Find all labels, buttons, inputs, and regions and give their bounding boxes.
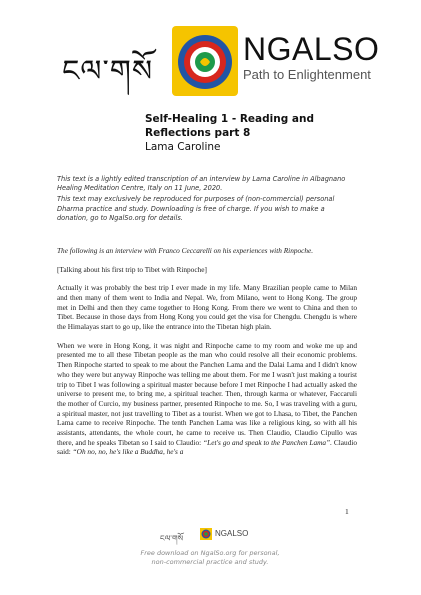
document-author: Lama Caroline <box>145 141 221 153</box>
footer-emblem-icon <box>200 528 212 540</box>
transcription-note: This text is a lightly edited transcription of an interview by Lama Caroline in Albagnano Healing Meditation Centre, Italy on 11 June, 2020. <box>57 175 346 193</box>
footer-tibetan-text: ངལ་གསོ <box>160 534 183 543</box>
page-header <box>0 24 421 100</box>
copyright-note: This text may exclusively be reproduced for purposes of (non-commercial) personal Dharma practice and study. Downloading is free of charge. If you wish to make a donation, go to NgalSo.org for details. <box>57 195 335 222</box>
brand-name: NGALSO <box>243 31 380 67</box>
ngalso-emblem-icon <box>172 26 238 96</box>
paragraph-2 <box>57 341 357 457</box>
context-note: [Talking about his first trip to Tibet with Rinpoche] <box>57 264 207 274</box>
footer-text <box>110 549 310 566</box>
footer-text-line-2: non-commercial practice and study. <box>151 557 269 566</box>
paragraph-1: Actually it was probably the best trip I ever made in my life. Many Brazilian people came to Milan and then many of them went to India and Nepal. We, from Milano, went to Hong Kong. The group met in Delhi and then they came together to Hong Kong. From there we went to China and then to Tibet. Because in those days from Hong Kong you could get the visa for Chengdu. Chengdu is where the Himalayas start to go up, like the entrance into the Tibetan high plain. <box>57 283 357 332</box>
footer-text-line-1: Free download on NgalSo.org for personal, <box>140 549 280 557</box>
footer-logo <box>160 528 260 542</box>
paragraph-2-quote-2: “Oh no, no, he's like a Buddha, he's a <box>72 447 184 457</box>
brand-block <box>243 32 379 83</box>
page-number: 1 <box>345 507 349 516</box>
paragraph-2-text: When we were in Hong Kong, it was night and Rinpoche came to my room and woke me up and presented me to all these Tibetan people as the man who could resolve all their economic problems. Then Rinpoche started to speak to me about the Panchen Lama and the Dalai Lama and I didn't know who they were but anyway Rinpoche was telling me about them. For me I wasn't just making a tourist trip to Tibet I was following a spiritual master because before I met Rinpoche I had actually asked the universe to present me, to bring me, a spiritual teacher. Then, through karma or whatever, Faccaruli the mother of Curcio, my business partner, presented Rinpoche to me. So, I was traveling with a guru, a spiritual master, not just travelling to Tibet as a tourist. When we got to Lhasa, to Tibet, the Panchen Lama came to receive Rinpoche. The tenth Panchen Lama was like a religious king, so with all his assistants, attendants, the whole court, he came to receive us. Then Claudio, Claudio Cipullo was there, and he speaks Tibetan so I said to Claudio: <box>57 340 357 447</box>
paragraph-2-quote-1: “Let's go and speak to the Panchen Lama”. <box>203 437 332 447</box>
paragraph-2-mid: Claudio said: <box>57 437 358 457</box>
document-body <box>57 112 357 457</box>
brand-tagline: Path to Enlightenment <box>243 67 371 82</box>
interview-intro: The following is an interview with Franco Ceccarelli on his experiences with Rinpoche. <box>57 246 314 256</box>
footer-brand-name: NGALSO <box>215 529 249 538</box>
document-title: Self-Healing 1 - Reading and Reflections part 8 <box>145 113 314 139</box>
tibetan-logo-text: ངལ་གསོ <box>62 54 154 89</box>
